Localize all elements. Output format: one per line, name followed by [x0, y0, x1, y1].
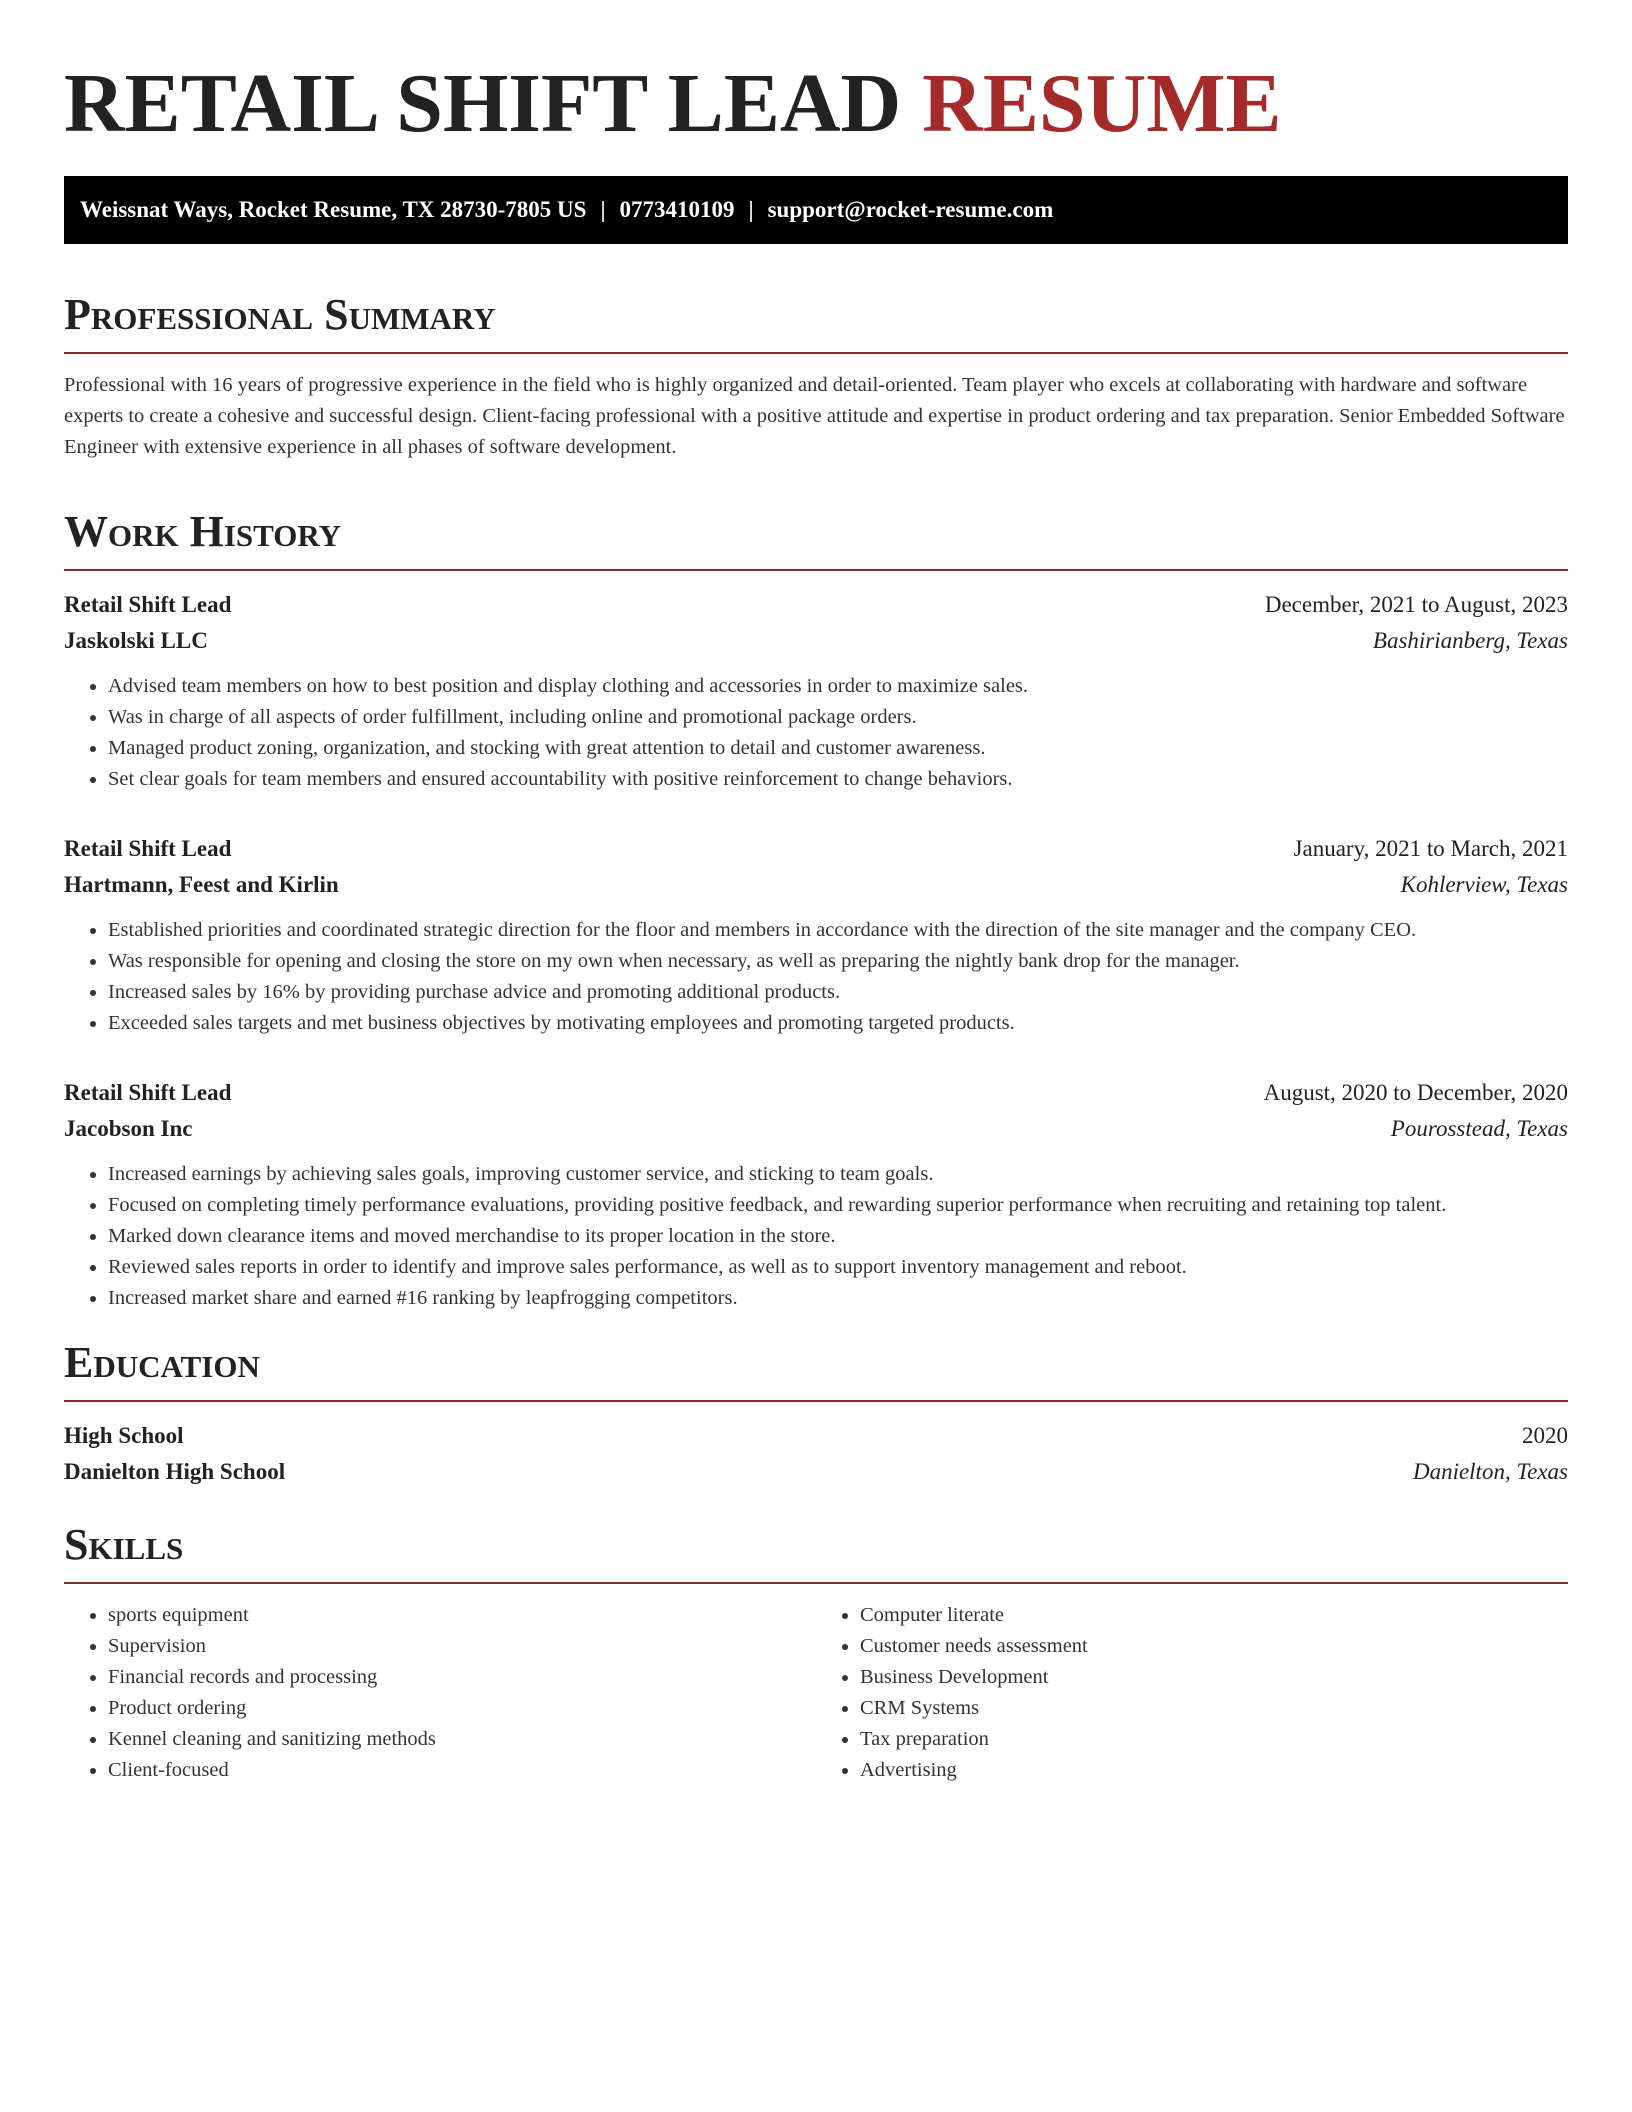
skills-section: [64, 1520, 1568, 1786]
education-degree: High School: [64, 1423, 184, 1448]
title-accent: RESUME: [922, 57, 1282, 150]
skill-item: • Tax preparation: [860, 1724, 1568, 1755]
job-bullets: [64, 915, 1568, 1039]
job-bullet: • Marked down clearance items and moved merchandise to its proper location in the store.: [108, 1221, 1568, 1252]
job-bullet: • Focused on completing timely performance evaluations, providing positive feedback, and rewarding superior performance when recruiting and retaining top talent.: [108, 1190, 1568, 1221]
section-divider: [64, 569, 1568, 571]
job-title: Retail Shift Lead: [64, 836, 232, 861]
education-location: Danielton, Texas: [1412, 1459, 1568, 1484]
contact-bar: [64, 176, 1568, 244]
skill-item: • sports equipment: [108, 1600, 816, 1631]
contact-phone[interactable]: 0773410109: [619, 197, 735, 222]
job-location: Pourosstead, Texas: [1390, 1116, 1568, 1141]
skill-item: • Kennel cleaning and sanitizing methods: [108, 1724, 816, 1755]
job-bullet: • Managed product zoning, organization, and stocking with great attention to detail and customer awareness.: [108, 733, 1568, 764]
job-bullet: • Advised team members on how to best position and display clothing and accessories in order to maximize sales.: [108, 671, 1568, 702]
job-bullet: • Established priorities and coordinated strategic direction for the floor and members in accordance with the direction of the site manager and the company CEO.: [108, 915, 1568, 946]
job-entry: [64, 587, 1568, 795]
job-company-row: [64, 623, 1568, 659]
job-header-row: [64, 1075, 1568, 1111]
job-bullet: • Increased market share and earned #16 ranking by leapfrogging competitors.: [108, 1283, 1568, 1314]
summary-section: [64, 290, 1568, 463]
section-divider: [64, 1582, 1568, 1584]
skill-item: • Financial records and processing: [108, 1662, 816, 1693]
work-history-section: [64, 507, 1568, 1314]
education-school-row: [64, 1454, 1568, 1490]
skill-item: • Product ordering: [108, 1693, 816, 1724]
job-dates: January, 2021 to March, 2021: [1293, 836, 1568, 861]
resume-title: [64, 56, 1568, 152]
job-company: Jaskolski LLC: [64, 628, 208, 653]
contact-email[interactable]: support@rocket-resume.com: [767, 197, 1054, 222]
skill-item: • Client-focused: [108, 1755, 816, 1786]
contact-address: Weissnat Ways, Rocket Resume, TX 28730-7805 US: [80, 197, 587, 222]
job-entry: [64, 831, 1568, 1039]
skill-item: • Computer literate: [860, 1600, 1568, 1631]
section-divider: [64, 352, 1568, 354]
job-bullet: • Reviewed sales reports in order to identify and improve sales performance, as well as to support inventory management and reboot.: [108, 1252, 1568, 1283]
job-bullet: • Exceeded sales targets and met business objectives by motivating employees and promoting targeted products.: [108, 1008, 1568, 1039]
job-entry: [64, 1075, 1568, 1314]
job-bullet: • Set clear goals for team members and ensured accountability with positive reinforcement to change behaviors.: [108, 764, 1568, 795]
summary-text: Professional with 16 years of progressive experience in the field who is highly organized and detail-oriented. Team player who excels at collaborating with hardware and software experts to create a cohesive and successful design. Client-facing professional with a positive attitude and expertise in product ordering and tax preparation. Senior Embedded Software Engineer with extensive experience in all phases of software development.: [64, 374, 1565, 458]
skill-item: • Advertising: [860, 1755, 1568, 1786]
education-degree-row: [64, 1418, 1568, 1454]
job-bullet: • Was responsible for opening and closing the store on my own when necessary, as well as preparing the nightly bank drop for the manager.: [108, 946, 1568, 977]
job-bullets: [64, 671, 1568, 795]
section-divider: [64, 1400, 1568, 1402]
job-company-row: [64, 1111, 1568, 1147]
education-year: 2020: [1522, 1423, 1568, 1448]
work-history-heading: Work History: [64, 507, 342, 556]
skill-item: • Supervision: [108, 1631, 816, 1662]
skills-heading: Skills: [64, 1520, 184, 1569]
education-section: [64, 1338, 1568, 1490]
job-bullet: • Was in charge of all aspects of order fulfillment, including online and promotional package orders.: [108, 702, 1568, 733]
job-bullet: • Increased earnings by achieving sales goals, improving customer service, and sticking to team goals.: [108, 1159, 1568, 1190]
skills-list-left: [64, 1600, 816, 1786]
skills-list-right: [816, 1600, 1568, 1786]
job-bullets: [64, 1159, 1568, 1314]
education-heading: Education: [64, 1338, 260, 1387]
skills-columns: [64, 1600, 1568, 1786]
contact-separator: |: [600, 197, 606, 222]
job-company: Hartmann, Feest and Kirlin: [64, 872, 339, 897]
job-company: Jacobson Inc: [64, 1116, 193, 1141]
title-main: RETAIL SHIFT LEAD: [64, 57, 902, 150]
job-bullet: • Increased sales by 16% by providing purchase advice and promoting additional products.: [108, 977, 1568, 1008]
job-title: Retail Shift Lead: [64, 592, 232, 617]
summary-heading: Professional Summary: [64, 290, 496, 339]
job-header-row: [64, 587, 1568, 623]
job-dates: August, 2020 to December, 2020: [1263, 1080, 1568, 1105]
job-title: Retail Shift Lead: [64, 1080, 232, 1105]
job-location: Bashirianberg, Texas: [1372, 628, 1568, 653]
job-location: Kohlerview, Texas: [1400, 872, 1568, 897]
job-dates: December, 2021 to August, 2023: [1264, 592, 1568, 617]
education-school: Danielton High School: [64, 1459, 286, 1484]
contact-separator: |: [748, 197, 754, 222]
skill-item: • Business Development: [860, 1662, 1568, 1693]
education-entry: [64, 1418, 1568, 1490]
skill-item: • Customer needs assessment: [860, 1631, 1568, 1662]
skill-item: • CRM Systems: [860, 1693, 1568, 1724]
job-company-row: [64, 867, 1568, 903]
job-header-row: [64, 831, 1568, 867]
